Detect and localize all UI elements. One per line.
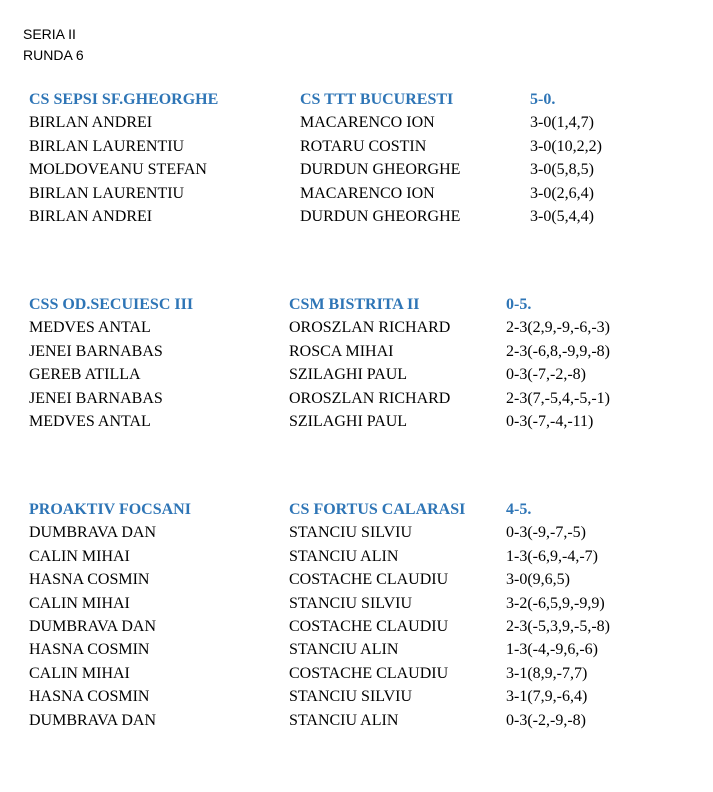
home-player-name: DUMBRAVA DAN <box>29 524 156 542</box>
away-player-name: STANCIU ALIN <box>289 711 399 729</box>
series-label: SERIA II <box>23 26 76 42</box>
match-header-row <box>0 88 713 111</box>
home-player-name: BIRLAN LAURENTIU <box>29 137 185 155</box>
home-team-name: CSS OD.SECUIESC III <box>29 296 194 313</box>
game-score: 0-3(-7,-2,-8) <box>506 366 586 384</box>
game-row <box>0 182 713 205</box>
game-row <box>0 205 713 228</box>
away-player-name: OROSZLAN RICHARD <box>289 319 451 337</box>
away-player-name: COSTACHE CLAUDIU <box>289 664 449 682</box>
game-row <box>0 410 713 433</box>
game-score: 3-0(10,2,2) <box>530 137 602 155</box>
game-row <box>0 316 713 339</box>
away-player-name: SZILAGHI PAUL <box>289 366 408 384</box>
away-team-name: CSM BISTRITA II <box>289 296 420 313</box>
away-player-name: DURDUN GHEORGHE <box>300 207 461 225</box>
away-player-name: COSTACHE CLAUDIU <box>289 617 449 635</box>
home-player-name: GEREB ATILLA <box>29 366 141 384</box>
game-score: 3-0(5,8,5) <box>530 161 594 179</box>
game-score: 3-2(-6,5,9,-9,9) <box>506 594 605 612</box>
game-score: 3-1(7,9,-6,4) <box>506 688 588 706</box>
home-player-name: BIRLAN LAURENTIU <box>29 184 185 202</box>
away-player-name: ROTARU COSTIN <box>300 137 427 155</box>
game-score: 3-0(9,6,5) <box>506 571 570 589</box>
game-score: 3-1(8,9,-7,7) <box>506 664 588 682</box>
game-row <box>0 615 713 638</box>
away-player-name: STANCIU SILVIU <box>289 524 413 542</box>
away-player-name: STANCIU ALIN <box>289 547 399 565</box>
away-player-name: COSTACHE CLAUDIU <box>289 571 449 589</box>
away-player-name: DURDUN GHEORGHE <box>300 161 461 179</box>
home-player-name: MOLDOVEANU STEFAN <box>29 161 207 179</box>
home-player-name: BIRLAN ANDREI <box>29 207 153 225</box>
home-player-name: JENEI BARNABAS <box>29 389 163 407</box>
match-block <box>0 498 713 732</box>
away-player-name: MACARENCO ION <box>300 184 435 202</box>
game-row <box>0 135 713 158</box>
game-row <box>0 521 713 544</box>
home-player-name: HASNA COSMIN <box>29 688 150 706</box>
game-score: 3-0(5,4,4) <box>530 207 594 225</box>
home-player-name: CALIN MIHAI <box>29 547 130 565</box>
home-player-name: JENEI BARNABAS <box>29 342 163 360</box>
game-score: 2-3(-5,3,9,-5,-8) <box>506 617 610 635</box>
game-row <box>0 158 713 181</box>
away-team-name: CS TTT BUCURESTI <box>300 91 454 108</box>
match-block <box>0 88 713 228</box>
away-team-name: CS FORTUS CALARASI <box>289 501 466 518</box>
game-score: 0-3(-2,-9,-8) <box>506 711 586 729</box>
away-player-name: STANCIU ALIN <box>289 641 399 659</box>
home-player-name: HASNA COSMIN <box>29 571 150 589</box>
game-score: 2-3(2,9,-9,-6,-3) <box>506 319 610 337</box>
home-team-name: CS SEPSI SF.GHEORGHE <box>29 91 219 108</box>
home-player-name: CALIN MIHAI <box>29 664 130 682</box>
game-row <box>0 592 713 615</box>
home-player-name: MEDVES ANTAL <box>29 412 151 430</box>
game-row <box>0 363 713 386</box>
document-header <box>23 24 84 66</box>
match-result: 5-0. <box>530 91 556 108</box>
home-player-name: HASNA COSMIN <box>29 641 150 659</box>
game-row <box>0 638 713 661</box>
away-player-name: MACARENCO ION <box>300 114 435 132</box>
home-player-name: MEDVES ANTAL <box>29 319 151 337</box>
away-player-name: OROSZLAN RICHARD <box>289 389 451 407</box>
round-label: RUNDA 6 <box>23 47 84 63</box>
match-header-row <box>0 498 713 521</box>
game-row <box>0 685 713 708</box>
game-row <box>0 340 713 363</box>
home-player-name: DUMBRAVA DAN <box>29 711 156 729</box>
game-score: 1-3(-4,-9,6,-6) <box>506 641 598 659</box>
match-block <box>0 293 713 433</box>
game-score: 0-3(-9,-7,-5) <box>506 524 586 542</box>
game-row <box>0 545 713 568</box>
away-player-name: ROSCA MIHAI <box>289 342 394 360</box>
home-player-name: BIRLAN ANDREI <box>29 114 153 132</box>
away-player-name: STANCIU SILVIU <box>289 594 413 612</box>
game-score: 3-0(1,4,7) <box>530 114 594 132</box>
home-team-name: PROAKTIV FOCSANI <box>29 501 191 518</box>
game-score: 2-3(-6,8,-9,9,-8) <box>506 342 610 360</box>
home-player-name: DUMBRAVA DAN <box>29 617 156 635</box>
game-row <box>0 709 713 732</box>
home-player-name: CALIN MIHAI <box>29 594 130 612</box>
match-result: 0-5. <box>506 296 532 313</box>
game-score: 1-3(-6,9,-4,-7) <box>506 547 598 565</box>
game-row <box>0 568 713 591</box>
match-result: 4-5. <box>506 501 532 518</box>
game-row <box>0 111 713 134</box>
game-score: 2-3(7,-5,4,-5,-1) <box>506 389 610 407</box>
game-row <box>0 662 713 685</box>
match-header-row <box>0 293 713 316</box>
game-score: 0-3(-7,-4,-11) <box>506 412 594 430</box>
away-player-name: SZILAGHI PAUL <box>289 412 408 430</box>
away-player-name: STANCIU SILVIU <box>289 688 413 706</box>
game-row <box>0 387 713 410</box>
game-score: 3-0(2,6,4) <box>530 184 594 202</box>
